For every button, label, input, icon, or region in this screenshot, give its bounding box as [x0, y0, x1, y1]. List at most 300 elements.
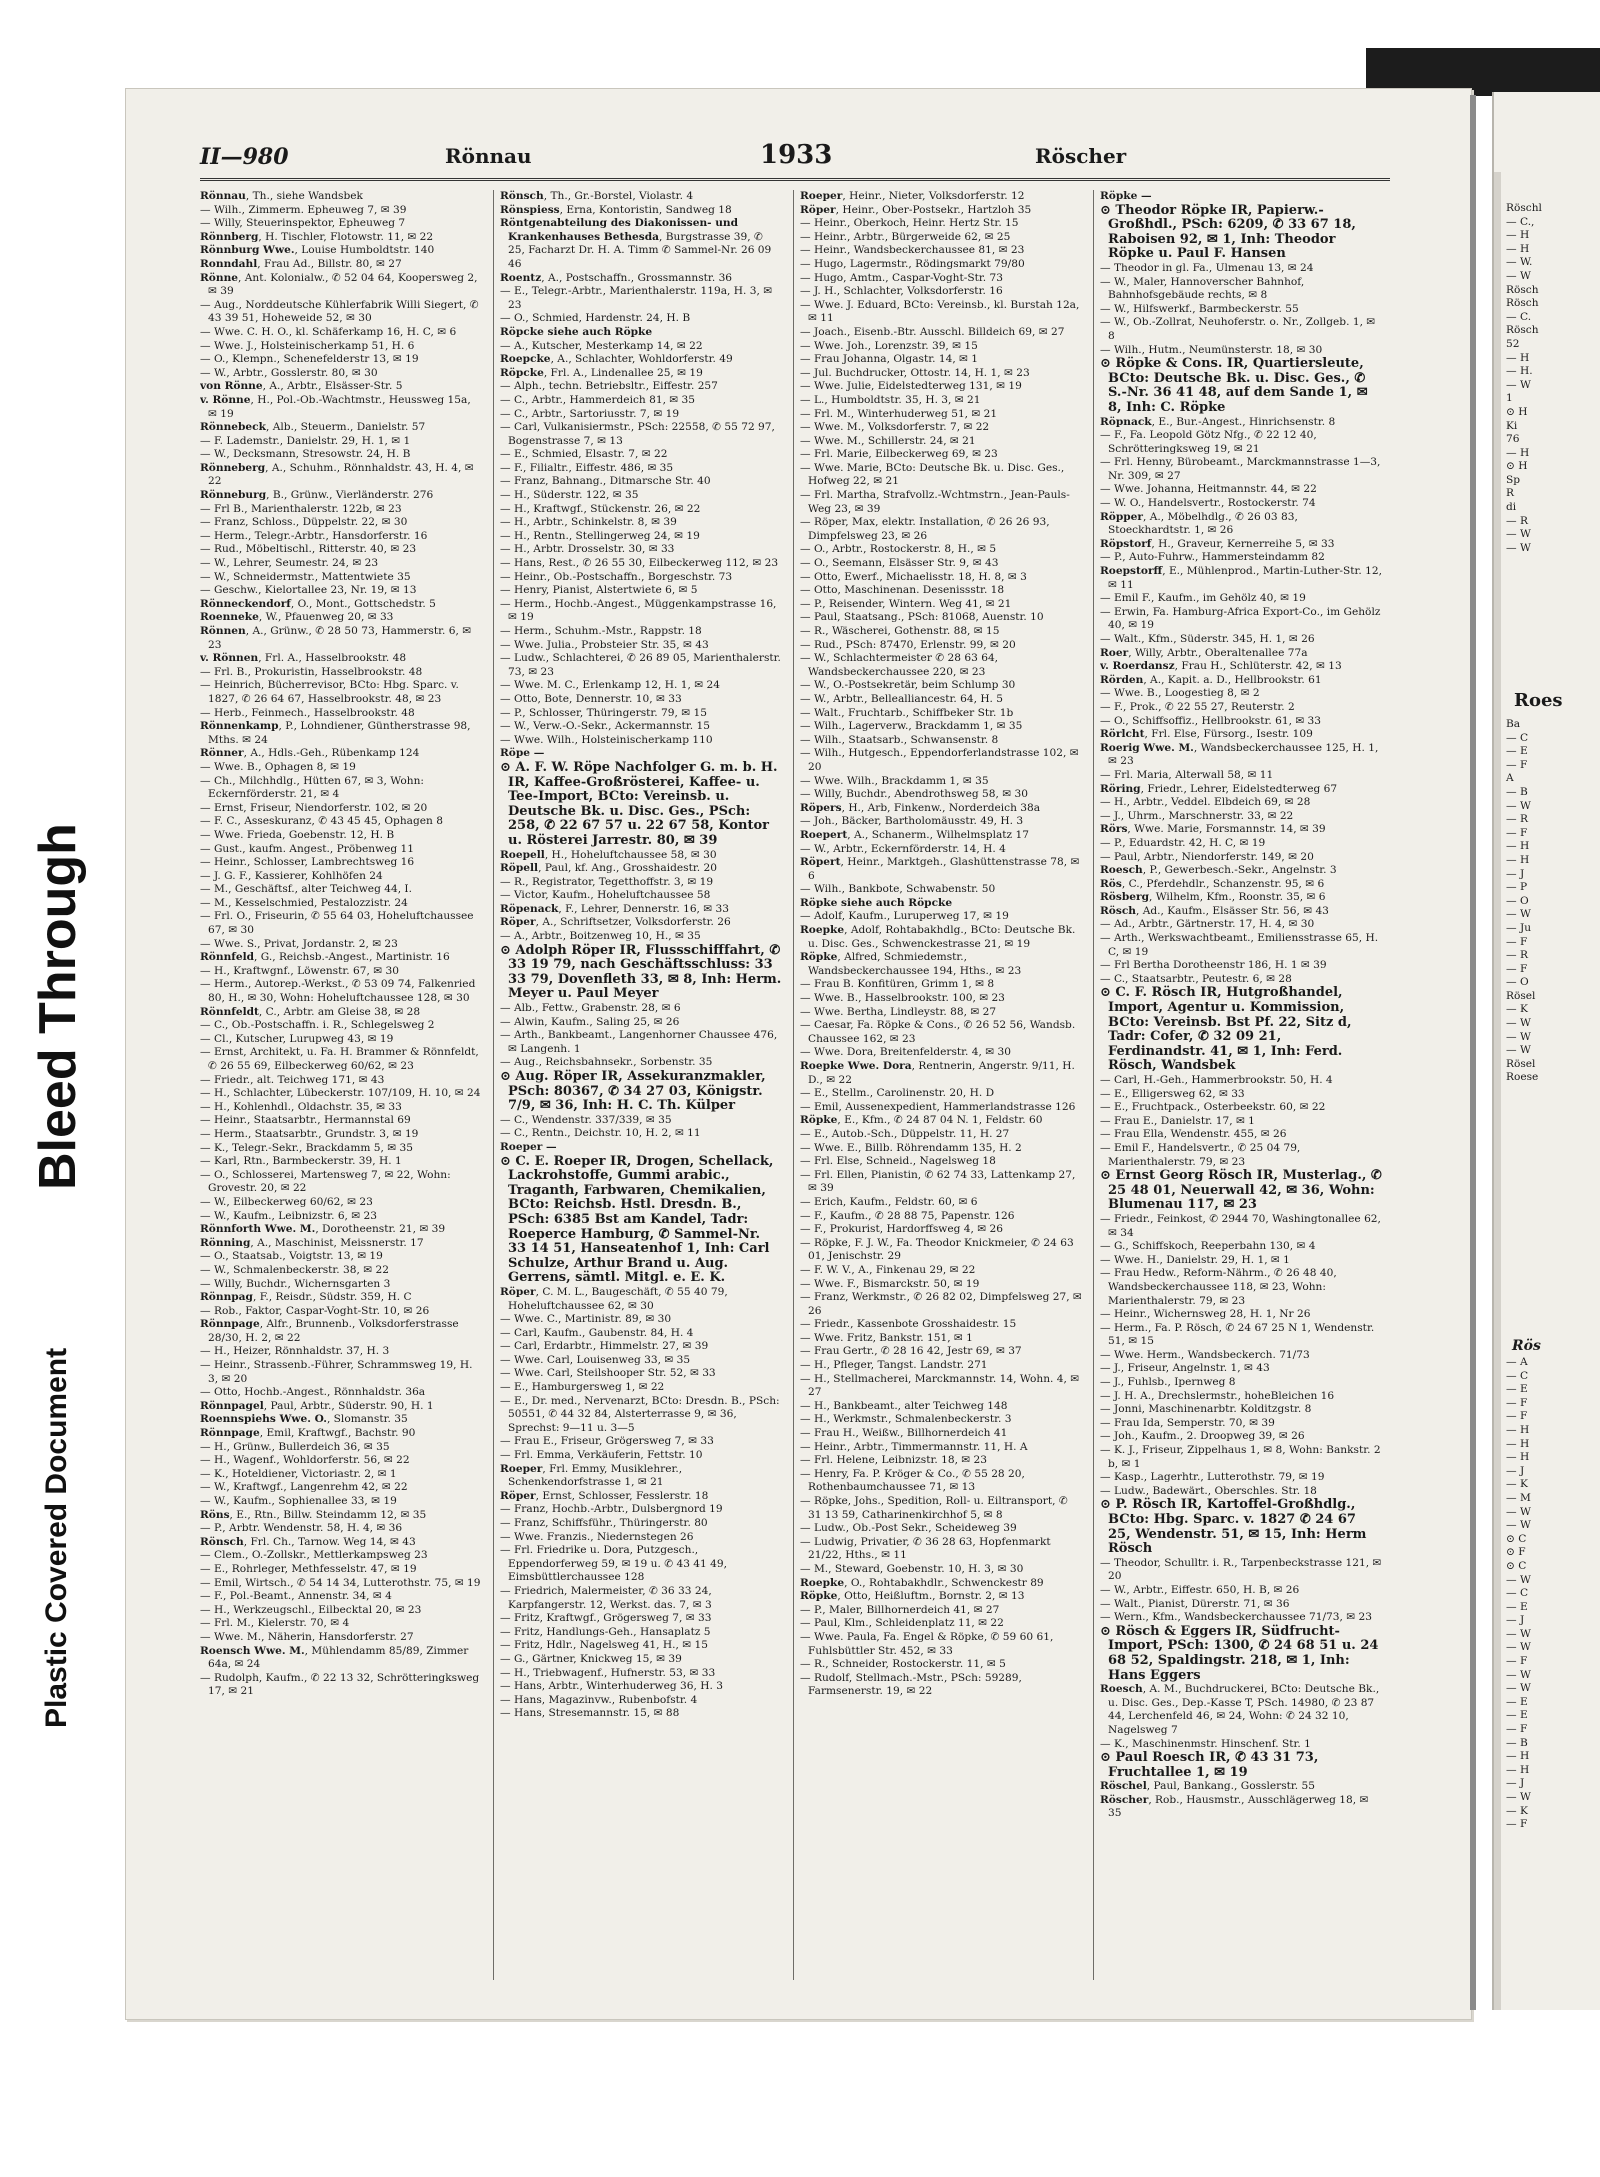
directory-entry: — Arth., Werkswachtbeamt., Emiliensstrasse 65, H. C, ✉ 19	[1100, 932, 1379, 958]
next-page-line: Sp	[1506, 473, 1521, 486]
directory-entry: — H., Werkmstr., Schmalenbeckerstr. 3	[800, 1413, 1012, 1426]
directory-entry: Roepell, H., Hoheluftchaussee 58, ✉ 30	[500, 848, 717, 861]
directory-entry: — W., Lehrer, Seumestr. 24, ✉ 23	[200, 557, 379, 570]
directory-entry: — J., Friseur, Angelnstr. 1, ✉ 43	[1100, 1362, 1270, 1375]
directory-entry: — E., Hamburgersweg 1, ✉ 22	[500, 1381, 665, 1394]
directory-entry: Röpers, H., Arb, Finkenw., Norderdeich 38a	[800, 801, 1041, 814]
directory-entry: — Victor, Kaufm., Hoheluftchaussee 58	[500, 889, 711, 902]
directory-entry: Roeper, Heinr., Nieter, Volksdorferstr. 12	[800, 190, 1025, 202]
directory-entry: — Frl. Martha, Strafvollz.-Wchtmstrn., Jean-Pauls-Weg 23, ✉ 39	[800, 489, 1070, 515]
directory-entry: — O., Schlosserei, Martensweg 7, ✉ 22, Wohn: Grovestr. 20, ✉ 22	[200, 1168, 451, 1195]
directory-entry: — Karl, Rtn., Barmbeckerstr. 39, H. 1	[200, 1155, 402, 1168]
directory-entry: — Jul. Buchdrucker, Ottostr. 14, H. 1, ✉ 23	[800, 366, 1030, 379]
page-number: II—980	[200, 144, 289, 170]
directory-entry: Ronndahl, Frau Ad., Billstr. 80, ✉ 27	[200, 257, 402, 270]
directory-entry: — H., Süderstr. 122, ✉ 35	[500, 489, 639, 502]
page-header	[200, 140, 1390, 181]
directory-entry: Roepstorff, E., Mühlenprod., Martin-Luther-Str. 12, ✉ 11	[1100, 565, 1382, 591]
directory-entry: Röpert, Heinr., Marktgeh., Glashüttenstrasse 78, ✉ 6	[800, 856, 1080, 882]
directory-entry: Roerig Wwe. M., Wandsbeckerchaussee 125, H. 1, ✉ 23	[1100, 741, 1379, 768]
directory-entry: — Heinrich, Bücherrevisor, BCto: Hbg. Sparc. v. 1827, ✆ 26 64 67, Hasselbrookstr. 48, ✉ 23	[200, 679, 459, 705]
directory-entry: — Wwe. M. C., Erlenkamp 12, H. 1, ✉ 24	[500, 679, 720, 692]
directory-columns	[200, 190, 1390, 1980]
directory-entry: — Wwe. Julia., Probsteier Str. 35, ✉ 43	[500, 638, 709, 651]
next-page-line: — W	[1506, 1573, 1531, 1586]
directory-entry: — Frl. M., Winterhuderweg 51, ✉ 21	[800, 407, 998, 420]
directory-entry: — W., Maler, Hannoverscher Bahnhof, Bahnhofsgebäude rechts, ✉ 8	[1100, 275, 1305, 302]
directory-entry: — H., Schlachter, Lübeckerstr. 107/109, H. 10, ✉ 24	[200, 1087, 481, 1100]
directory-entry: — O., Schmied, Hardenstr. 24, H. B	[500, 312, 691, 325]
directory-entry: — Clem., O.-Zollskr., Mettlerkampsweg 23	[200, 1549, 428, 1562]
directory-entry: — H., Arbtr. Drosselstr. 30, ✉ 33	[500, 543, 675, 556]
directory-entry: — Theodor in gl. Fa., Ulmenau 13, ✉ 24	[1100, 261, 1314, 274]
directory-entry: — F. Lademstr., Danielstr. 29, H. 1, ✉ 1	[200, 434, 411, 447]
next-page-line: 52	[1506, 337, 1520, 350]
next-page-line: — E	[1506, 1600, 1528, 1613]
next-page-line: — W	[1506, 269, 1531, 282]
directory-entry: — H., Triebwagenf., Hufnerstr. 53, ✉ 33	[500, 1666, 716, 1679]
next-page-mid-lines	[1502, 718, 1600, 1085]
directory-entry: — R., Registrator, Tegetthoffstr. 3, ✉ 19	[500, 875, 714, 888]
next-page-line: Rösch	[1506, 283, 1539, 296]
directory-entry: Rörs, Wwe. Marie, Forsmannstr. 14, ✉ 39	[1100, 823, 1326, 836]
next-page-section-head: Roes	[1514, 690, 1563, 711]
directory-entry: — Wwe. Wilh., Brackdamm 1, ✉ 35	[800, 774, 989, 787]
directory-entry: — Willy, Buchdr., Wichernsgarten 3	[200, 1277, 391, 1290]
directory-entry: — Aug., Reichsbahnsekr., Sorbenstr. 35	[500, 1056, 713, 1069]
header-last-entry: Röscher	[1035, 144, 1127, 168]
directory-entry: — Herm., Autorep.-Werkst., ✆ 53 09 74, Falkenried 80, H., ✉ 30, Wohn: Hoheluftchaussee 128, ✉ 30	[200, 978, 476, 1005]
directory-entry: — Frau H., Weißw., Billhornerdeich 41	[800, 1427, 1008, 1440]
directory-entry: — Frau E., Danielstr. 17, ✉ 1	[1100, 1114, 1255, 1127]
directory-entry: — Heinr., Schlosser, Lambrechtsweg 16	[200, 856, 415, 869]
directory-entry: Rönnforth Wwe. M., Dorotheenstr. 21, ✉ 39	[200, 1223, 446, 1236]
directory-entry: — W., Kraftwgf., Langenrehm 42, ✉ 22	[200, 1481, 408, 1494]
column-4	[1100, 190, 1382, 1980]
directory-entry: — Emil F., Handelsvertr., ✆ 25 04 79, Marienthalerstr. 79, ✉ 23	[1100, 1141, 1301, 1168]
directory-entry: — Wwe. H., Danielstr. 29, H. 1, ✉ 1	[1100, 1253, 1290, 1266]
directory-entry: — P., Eduardstr. 42, H. C, ✉ 19	[1100, 836, 1266, 849]
directory-entry: — F., Pol.-Beamt., Annenstr. 34, ✉ 4	[200, 1590, 392, 1603]
directory-entry: — Caesar, Fa. Röpke & Cons., ✆ 26 52 56, Wandsb. Chaussee 162, ✉ 23	[800, 1019, 1076, 1045]
directory-entry: — Frl. Helene, Leibnizstr. 18, ✉ 23	[800, 1454, 988, 1467]
next-page-line: — F	[1506, 1818, 1528, 1831]
directory-entry: — Franz, Bahnang., Ditmarsche Str. 40	[500, 475, 711, 488]
directory-entry: — K., Maschinenmstr. Hinschenf. Str. 1	[1100, 1737, 1311, 1750]
directory-entry: — Frl. B., Prokuristin, Hasselbrookstr. 48	[200, 665, 423, 678]
directory-entry: Rönnenkamp, P., Lohndiener, Güntherstrasse 98, Mths. ✉ 24	[200, 720, 471, 746]
directory-entry: — Wwe. E., Billb. Röhrendamm 135, H. 2	[800, 1141, 1022, 1154]
directory-entry: — Fritz, Hdlr., Nagelsweg 41, H., ✉ 15	[500, 1639, 708, 1652]
directory-entry: — Jonni, Maschinenarbtr. Kolditzgstr. 8	[1100, 1403, 1312, 1416]
next-page-line: — R	[1506, 949, 1528, 962]
header-first-entry: Rönnau	[445, 144, 532, 168]
next-page-line: — Ju	[1506, 921, 1532, 934]
next-page-line: — W	[1506, 799, 1531, 812]
directory-entry: Röpe —	[500, 747, 545, 760]
directory-entry: Roesch, A. M., Buchdruckerei, BCto: Deutsche Bk., u. Disc. Ges., Dep.-Kasse T, PSch. 14980, ✆ 23 87 44, Lerchenfeld 46, ✉ 24, Wohn: ✆ 24 32 10, Nagelsweg 7	[1100, 1683, 1380, 1736]
directory-entry: — Fritz, Handlungs-Geh., Hansaplatz 5	[500, 1625, 711, 1638]
directory-entry: — Alwin, Kaufm., Saling 25, ✉ 26	[500, 1015, 680, 1028]
next-page-line: — J	[1506, 1464, 1525, 1477]
directory-entry: Roepke Wwe. Dora, Rentnerin, Angerstr. 9/11, H. D., ✉ 22	[800, 1060, 1075, 1086]
directory-entry: — G., Schiffskoch, Reeperbahn 130, ✉ 4	[1100, 1240, 1316, 1253]
column-divider	[793, 190, 794, 1980]
directory-entry: Röpstorf, H., Graveur, Kernerreihe 5, ✉ 33	[1100, 537, 1335, 550]
directory-entry: — Hans, Rest., ✆ 26 55 30, Eilbeckerweg 112, ✉ 23	[500, 557, 779, 570]
directory-entry: Rörden, A., Kapit. a. D., Hellbrookstr. 61	[1100, 673, 1322, 686]
directory-entry: — Willy, Steuerinspektor, Epheuweg 7	[200, 217, 406, 230]
directory-entry: Rönnpage, Emil, Kraftwgf., Bachstr. 90	[200, 1427, 416, 1440]
next-page-line: — W	[1506, 1791, 1531, 1803]
directory-entry: — Wwe. B., Ophagen 8, ✉ 19	[200, 760, 356, 773]
directory-entry: — H., Kraftwgnf., Löwenstr. 67, ✉ 30	[200, 964, 399, 977]
directory-entry: — O., Arbtr., Rostockerstr. 8, H., ✉ 5	[800, 543, 997, 556]
directory-entry: — Friedrich, Malermeister, ✆ 36 33 24, Karpfangerstr. 12, Werkst. das. 7, ✉ 3	[500, 1584, 712, 1611]
next-page-line: — C.,	[1506, 215, 1535, 228]
directory-entry: Röpke, Alfred, Schmiedemstr., Wandsbeckerchaussee 194, Hths., ✉ 23	[800, 951, 1022, 977]
next-page-line: — W	[1506, 1519, 1531, 1532]
next-page-line: — H	[1506, 446, 1530, 459]
next-page-line: — K	[1506, 1003, 1528, 1016]
next-page-line: — W	[1506, 541, 1531, 554]
directory-entry: Röper, A., Schriftsetzer, Volksdorferstr. 26	[500, 916, 731, 929]
directory-entry: — K., Hoteldiener, Victoriastr. 2, ✉ 1	[200, 1467, 397, 1480]
next-page-line: Ba	[1506, 718, 1521, 730]
directory-entry: — Wwe. M., Volksdorferstr. 7, ✉ 22	[800, 421, 990, 434]
next-page-line: — W	[1506, 1030, 1531, 1043]
directory-entry: — Walt., Kfm., Süderstr. 345, H. 1, ✉ 26	[1100, 633, 1315, 645]
directory-entry: — F. C., Asseskuranz, ✆ 43 45 45, Ophagen 8	[200, 815, 443, 828]
next-page-line: — O	[1506, 976, 1529, 989]
column-divider	[493, 190, 494, 1980]
next-page-top-lines	[1502, 202, 1600, 555]
directory-entry: — Röper, Max, elektr. Installation, ✆ 26 26 93, Dimpfelsweg 23, ✉ 26	[800, 516, 1050, 542]
directory-entry: — Alb., Fettw., Grabenstr. 28, ✉ 6	[500, 1002, 681, 1015]
directory-entry: — Wwe. C. H. O., kl. Schäferkamp 16, H. C, ✉ 6	[200, 325, 457, 338]
directory-entry: — Heinr., Oberkoch, Heinr. Hertz Str. 15	[800, 217, 1019, 230]
directory-entry: — H., Wagenf., Wohldorferstr. 56, ✉ 22	[200, 1454, 410, 1467]
directory-entry: — W., Decksmann, Stresowstr. 24, H. B	[200, 448, 411, 461]
next-page-line: Roese	[1506, 1071, 1539, 1084]
next-page-line: ⊙ C	[1506, 1559, 1527, 1572]
directory-entry: — H., Werkzeugschl., Eilbecktal 20, ✉ 23	[200, 1603, 422, 1616]
directory-entry: — Frau B. Konfitüren, Grimm 1, ✉ 8	[800, 978, 995, 991]
directory-entry: — K. J., Friseur, Zippelhaus 1, ✉ 8, Wohn: Bankstr. 2 b, ✉ 1	[1100, 1444, 1381, 1470]
directory-entry: — H., Rentn., Stellingerweg 24, ✉ 19	[500, 529, 700, 542]
directory-entry: — Herm., Staatsarbtr., Grundstr. 3, ✉ 19	[200, 1127, 419, 1140]
directory-entry: — Wwe. Paula, Fa. Engel & Röpke, ✆ 59 60 61, Fuhlsbüttler Str. 452, ✉ 33	[800, 1630, 1054, 1657]
directory-entry: — F., Fa. Leopold Götz Nfg., ✆ 22 12 40, Schrötteringksweg 19, ✉ 21	[1100, 429, 1317, 455]
directory-entry: — C., Arbtr., Hammerdeich 81, ✉ 35	[500, 393, 696, 406]
directory-entry: — Friedr., Feinkost, ✆ 2944 70, Washingtonallee 62, ✉ 34	[1100, 1212, 1381, 1239]
directory-entry: — Hugo, Lagermstr., Rödingsmarkt 79/80	[800, 257, 1025, 270]
next-page-line: — C	[1506, 731, 1529, 744]
directory-entry: — F., Prok., ✆ 22 55 27, Reuterstr. 2	[1100, 700, 1295, 713]
directory-entry: — Erich, Kaufm., Feldstr. 60, ✉ 6	[800, 1195, 978, 1208]
directory-entry: ⊙ Ernst Georg Rösch IR, Musterlag., ✆ 25 48 01, Neuerwall 42, ✉ 36, Wohn: Blumenau 117, ✉ 23	[1100, 1168, 1382, 1213]
directory-entry: — P., Reisender, Wintern. Weg 41, ✉ 21	[800, 597, 1012, 610]
directory-entry: — Wwe. J. Eduard, BCto: Vereinsb., kl. Burstah 12a, ✉ 11	[800, 298, 1080, 325]
directory-entry: — Ernst, Friseur, Niendorferstr. 102, ✉ 20	[200, 801, 428, 814]
directory-entry: ⊙ C. E. Roeper IR, Drogen, Schellack, Lackrohstoffe, Gummi arabic., Traganth, Farbwaren, Chemikalien, BCto: Reichsb. Hstl. Dresdn. B., PSch: 6385 Bst am Kandel, Tadr: Roeperce Hamburg, ✆ Sammel-Nr. 33 14 51, Hanseatenhof 1, Inh: Carl Schulze, Arthur Brand u. Aug. Gerrens, sämtl. Mitgl. e. E. K.	[500, 1153, 774, 1286]
directory-entry: — Wwe. Fritz, Bankstr. 151, ✉ 1	[800, 1331, 973, 1344]
directory-entry: — C., Staatsarbtr., Peutestr. 6, ✉ 28	[1100, 972, 1292, 985]
directory-entry: — Heinr., Wichernsweg 28, H. 1, Nr 26	[1100, 1308, 1311, 1321]
directory-entry: Röpke, E., Kfm., ✆ 24 87 04 N. 1, Feldstr. 60	[800, 1114, 1043, 1127]
directory-entry: ⊙ Paul Roesch IR, ✆ 43 31 73, Fruchtallee 1, ✉ 19	[1100, 1750, 1319, 1780]
directory-entry: — Henry, Pianist, Alstertwiete 6, ✉ 5	[500, 584, 698, 597]
next-page-line: Ki	[1506, 419, 1518, 432]
directory-entry: — Wwe. B., Loogestieg 8, ✉ 2	[1100, 687, 1260, 700]
directory-entry: — Frl. Emma, Verkäuferin, Fettstr. 10	[500, 1449, 703, 1462]
directory-entry: — Hans, Arbtr., Winterhuderweg 36, H. 3	[500, 1680, 723, 1693]
directory-entry: — Wilh., Hutgesch., Eppendorferlandstrasse 102, ✉ 20	[800, 747, 1079, 773]
directory-entry: — Emil, Aussenexpedient, Hammerlandstrasse 126	[800, 1100, 1076, 1113]
directory-entry: — Wwe. Carl, Steilshooper Str. 52, ✉ 33	[500, 1367, 716, 1380]
directory-entry: — Heinr., Strassenb.-Führer, Schrammsweg 19, H. 3, ✉ 20	[200, 1359, 473, 1385]
directory-entry: — F. W. V., A., Finkenau 29, ✉ 22	[800, 1263, 976, 1276]
directory-entry: — P., Arbtr. Wendenstr. 58, H. 4, ✉ 36	[200, 1522, 403, 1535]
directory-entry: — W., Eilbeckerweg 60/62, ✉ 23	[200, 1195, 373, 1208]
directory-entry: Roensch Wwe. M., Mühlendamm 85/89, Zimmer 64a, ✉ 24	[200, 1644, 469, 1671]
next-page-line: — J	[1506, 1777, 1525, 1790]
directory-entry: — O., Klempn., Schenefelderstr 13, ✉ 19	[200, 353, 419, 366]
directory-entry: — F., Prokurist, Hardorffsweg 4, ✉ 26	[800, 1223, 1003, 1236]
column-3	[800, 190, 1082, 1980]
next-page-line: — C	[1506, 1587, 1529, 1600]
directory-entry: Röpke, Otto, Heißluftm., Bornstr. 2, ✉ 13	[800, 1590, 1025, 1603]
directory-entry: — Frl B., Marienthalerstr. 122b, ✉ 23	[200, 502, 402, 515]
directory-entry: Röschel, Paul, Bankang., Gosslerstr. 55	[1100, 1780, 1316, 1793]
directory-entry: — W., Verw.-O.-Sekr., Ackermannstr. 15	[500, 720, 710, 733]
next-page-line: — W	[1506, 378, 1531, 391]
directory-entry: — Gust., kaufm. Angest., Pröbenweg 11	[200, 842, 415, 855]
next-page-line: — H	[1506, 242, 1530, 255]
directory-entry: — Rud., PSch: 87470, Erlenstr. 99, ✉ 20	[800, 638, 1016, 651]
next-page-fragment	[1492, 92, 1600, 2010]
directory-entry: — P., Maler, Billhornerdeich 41, ✉ 27	[800, 1603, 1000, 1616]
directory-entry: — Herm., Hochb.-Angest., Müggenkampstrasse 16, ✉ 19	[500, 597, 777, 624]
directory-entry: — H., Arbtr., Veddel. Elbdeich 69, ✉ 28	[1100, 796, 1311, 809]
directory-entry: — Wwe. M., Schillerstr. 24, ✉ 21	[800, 434, 976, 447]
next-page-line: ⊙ C	[1506, 1532, 1527, 1545]
directory-entry: — Frl. Maria, Alterwall 58, ✉ 11	[1100, 768, 1274, 781]
plastic-covered-label: Plastic Covered Document	[40, 1347, 73, 1728]
directory-entry: — Franz, Hochb.-Arbtr., Dulsbergnord 19	[500, 1503, 723, 1516]
next-page-line: Rösel	[1506, 989, 1536, 1002]
directory-entry: — Adolf, Kaufm., Luruperweg 17, ✉ 19	[800, 910, 1009, 923]
directory-entry: — Carl, Kaufm., Gaubenstr. 84, H. 4	[500, 1326, 694, 1339]
directory-entry: — Frl. Ellen, Pianistin, ✆ 62 74 33, Lattenkamp 27, ✉ 39	[800, 1168, 1076, 1195]
directory-entry: — Franz, Schloss., Düppelstr. 22, ✉ 30	[200, 516, 408, 529]
directory-entry: — Joach., Eisenb.-Btr. Ausschl. Billdeich 69, ✉ 27	[800, 325, 1065, 338]
directory-entry: — Wwe. Carl, Louisenweg 33, ✉ 35	[500, 1353, 691, 1366]
directory-entry: Rösberg, Wilhelm, Kfm., Roonstr. 35, ✉ 6	[1100, 891, 1326, 904]
next-page-line: — C	[1506, 1369, 1529, 1382]
directory-entry: — Wilh., Hutm., Neumünsterstr. 18, ✉ 30	[1100, 343, 1323, 356]
directory-entry: — Erwin, Fa. Hamburg-Africa Export-Co., im Gehölz 40, ✉ 19	[1100, 605, 1381, 632]
directory-entry: — F., Filialtr., Eiffestr. 486, ✉ 35	[500, 461, 674, 474]
directory-entry: — Otto, Hochb.-Angest., Rönnhaldstr. 36a	[200, 1386, 426, 1399]
directory-entry: — Otto, Bote, Dennerstr. 10, ✉ 33	[500, 692, 682, 705]
directory-entry: — Friedr., alt. Teichweg 171, ✉ 43	[200, 1073, 385, 1086]
next-page-line: di	[1506, 501, 1517, 514]
directory-entry: — Wwe. Marie, BCto: Deutsche Bk. u. Disc. Ges., Hofweg 22, ✉ 21	[800, 461, 1065, 488]
next-page-line: — F	[1506, 758, 1528, 771]
directory-entry: — Geschw., Kielortallee 23, Nr. 19, ✉ 13	[200, 584, 417, 597]
directory-entry: — Wilh., Lagerverw., Brackdamm 1, ✉ 35	[800, 720, 1023, 733]
directory-entry: — C., Arbtr., Sartoriusstr. 7, ✉ 19	[500, 407, 680, 420]
directory-entry: Rönneberg, A., Schuhm., Rönnhaldstr. 43, H. 4, ✉ 22	[200, 461, 474, 488]
directory-entry: — Ludw., Schlachterei, ✆ 26 89 05, Marienthalerstr. 73, ✉ 23	[500, 652, 781, 678]
directory-entry: — Ludwig, Privatier, ✆ 36 28 63, Hopfenmarkt 21/22, Hths., ✉ 11	[800, 1535, 1051, 1562]
directory-entry: — W., Hilfswerkf., Barmbeckerstr. 55	[1100, 302, 1299, 315]
directory-entry: — H., Grünw., Bullerdeich 36, ✉ 35	[200, 1440, 390, 1453]
directory-entry: — W., O.-Postsekretär, beim Schlump 30	[800, 679, 1016, 692]
directory-entry: — Otto, Ewerf., Michaelisstr. 18, H. 8, ✉ 3	[800, 570, 1027, 583]
directory-entry: Rönnpagel, Paul, Arbtr., Süderstr. 90, H. 1	[200, 1399, 434, 1412]
directory-entry: — Frau Gertr., ✆ 28 16 42, Jestr 69, ✉ 37	[800, 1345, 1022, 1358]
directory-entry: — Wwe. Dora, Breitenfelderstr. 4, ✉ 30	[800, 1046, 1011, 1059]
directory-entry: — Wilh., Zimmerm. Epheuweg 7, ✉ 39	[200, 203, 407, 216]
directory-entry: — H., Pfleger, Tangst. Landstr. 271	[800, 1359, 988, 1372]
directory-entry: Röper, C. M. L., Baugeschäft, ✆ 55 40 79, Hoheluftchaussee 62, ✉ 30	[500, 1285, 728, 1312]
page-gutter	[1470, 95, 1476, 2010]
next-page-line: — R	[1506, 514, 1528, 527]
next-page-line: — E	[1506, 1695, 1528, 1708]
directory-entry: — C., Rentn., Deichstr. 10, H. 2, ✉ 11	[500, 1127, 701, 1140]
gutter-shadow	[1492, 172, 1501, 2010]
directory-entry: Rösch, Ad., Kaufm., Elsässer Str. 56, ✉ 43	[1100, 904, 1329, 917]
directory-entry: — Heinr., Staatsarbtr., Hermannstal 69	[200, 1114, 411, 1127]
directory-entry: — Friedr., Kassenbote Grosshaidestr. 15	[800, 1318, 1017, 1331]
directory-entry: — Frl Bertha Dorotheenstr 186, H. 1 ✉ 39	[1100, 959, 1327, 972]
directory-entry: — Frau Ida, Semperstr. 70, ✉ 39	[1100, 1416, 1275, 1429]
next-page-line: — W	[1506, 1682, 1531, 1695]
directory-entry: — Rudolf, Stellmach.-Mstr., PSch: 59289, Farmsenerstr. 19, ✉ 22	[800, 1671, 1022, 1698]
directory-entry: — Rud., Möbeltischl., Ritterstr. 40, ✉ 23	[200, 543, 417, 556]
directory-entry: — H., Kohlenhdl., Oldachstr. 35, ✉ 33	[200, 1100, 402, 1113]
directory-entry: — Walt., Fruchtarb., Schiffbeker Str. 1b	[800, 706, 1014, 719]
directory-entry: Rönsch, Frl. Ch., Tarnow. Weg 14, ✉ 43	[200, 1535, 416, 1548]
directory-entry: — Franz, Schiffsführ., Thüringerstr. 80	[500, 1517, 708, 1529]
directory-entry: — Emil F., Kaufm., im Gehölz 40, ✉ 19	[1100, 592, 1306, 605]
next-page-line: — P	[1506, 881, 1528, 894]
directory-entry: — W., Kaufm., Leibnizstr. 6, ✉ 23	[200, 1209, 378, 1222]
directory-entry: — P., Schlosser, Thüringerstr. 79, ✉ 15	[500, 706, 707, 719]
directory-entry: — O., Seemann, Elsässer Str. 9, ✉ 43	[800, 557, 999, 570]
directory-entry: Roepke, Adolf, Rohtabakhdlg., BCto: Deutsche Bk. u. Disc. Ges., Schwenckestrasse 21, ✉ 19	[800, 924, 1076, 950]
directory-entry: Rönspiess, Erna, Kontoristin, Sandweg 18	[500, 203, 732, 216]
next-page-line: — W	[1506, 1641, 1531, 1654]
next-page-line: — W	[1506, 908, 1531, 921]
directory-entry: — Walt., Pianist, Dürerstr. 71, ✉ 36	[1100, 1597, 1290, 1610]
directory-entry: Roenneke, W., Pfauenweg 20, ✉ 33	[200, 611, 394, 624]
directory-entry: — Frau Ella, Wendenstr. 455, ✉ 26	[1100, 1128, 1287, 1141]
directory-entry: — E., Autob.-Sch., Düppelstr. 11, H. 27	[800, 1127, 1010, 1140]
directory-entry: Rös, C., Pferdehdlr., Schanzenstr. 95, ✉ 6	[1100, 877, 1325, 890]
directory-entry: Röpenack, F., Lehrer, Dennerstr. 16, ✉ 33	[500, 902, 730, 915]
directory-entry: — Hans, Magazinvw., Rubenbofstr. 4	[500, 1693, 698, 1706]
directory-entry: Rönsch, Th., Gr.-Borstel, Violastr. 4	[500, 190, 694, 202]
next-page-line: — K	[1506, 1478, 1528, 1491]
directory-entry: Roeper, Frl. Emmy, Musiklehrer., Schenkendorfstrasse 1, ✉ 21	[500, 1462, 683, 1489]
next-page-line: Rösch	[1506, 297, 1539, 310]
next-page-line: — W	[1506, 1044, 1531, 1057]
directory-entry: — Röpke, F. J. W., Fa. Theodor Knickmeier, ✆ 24 63 01, Jenischstr. 29	[800, 1236, 1074, 1263]
directory-entry: — Franz, Werkmstr., ✆ 26 82 02, Dimpfelsweg 27, ✉ 26	[800, 1291, 1082, 1317]
next-page-line: Röschl	[1506, 202, 1542, 214]
directory-entry: — Rudolph, Kaufm., ✆ 22 13 32, Schrötteringksweg 17, ✉ 21	[200, 1671, 480, 1698]
directory-entry: — Frl. Henny, Bürobeamt., Marckmannstrasse 1—3, Nr. 309, ✉ 27	[1100, 456, 1381, 482]
directory-entry: — W. O., Handelsvertr., Rostockerstr. 74	[1100, 497, 1316, 510]
directory-entry: — Ernst, Architekt, u. Fa. H. Brammer & Rönnfeldt, ✆ 26 55 69, Eilbeckerweg 60/62, ✉ 23	[200, 1046, 479, 1072]
directory-entry: — J., Uhrm., Marschnerstr. 33, ✉ 22	[1100, 809, 1294, 822]
directory-entry: — Paul, Arbtr., Niendorferstr. 149, ✉ 20	[1100, 850, 1314, 863]
next-page-line: R	[1506, 487, 1514, 500]
directory-entry: — H., Bankbeamt., alter Teichweg 148	[800, 1399, 1008, 1412]
directory-entry: Roentz, A., Postschaffn., Grossmannstr. 36	[500, 271, 733, 284]
directory-entry: — E., Stellm., Carolinenstr. 20, H. D	[800, 1087, 995, 1100]
directory-entry: — J., Fuhlsb., Ipernweg 8	[1100, 1376, 1236, 1389]
directory-entry: Röpper, A., Möbelhdlg., ✆ 26 03 83, Stoeckhardtstr. 1, ✉ 26	[1100, 510, 1298, 537]
directory-entry: — Rob., Faktor, Caspar-Voght-Str. 10, ✉ 26	[200, 1304, 430, 1317]
directory-entry: — Frl. Marie, Eilbeckerweg 69, ✉ 23	[800, 448, 998, 461]
directory-entry: — E., Telegr.-Arbtr., Marienthalerstr. 119a, H. 3, ✉ 23	[500, 285, 773, 311]
directory-entry: — Wwe. F., Bismarckstr. 50, ✉ 19	[800, 1277, 980, 1290]
directory-entry: — Frl. O., Friseurin, ✆ 55 64 03, Hoheluftchaussee 67, ✉ 30	[200, 910, 474, 937]
directory-entry: — Otto, Maschinenan. Desenissstr. 18	[800, 584, 1005, 597]
directory-entry: — P., Auto-Fuhrw., Hammersteindamm 82	[1100, 551, 1325, 564]
directory-entry: — Wwe. J., Holsteinischerkamp 51, H. 6	[200, 339, 415, 352]
directory-entry: — Wwe. Bertha, Lindleystr. 88, ✉ 27	[800, 1005, 997, 1018]
directory-entry: — J. H. A., Drechslermstr., hoheBleichen 16	[1100, 1389, 1335, 1402]
directory-entry: — Wwe. Herm., Wandsbeckerch. 71/73	[1100, 1348, 1310, 1361]
directory-entry: — Wilh., Bankbote, Schwabenstr. 50	[800, 883, 996, 896]
next-page-line: — W	[1506, 1505, 1531, 1518]
directory-entry: — W., Arbtr., Eckernförderstr. 14, H. 4	[800, 842, 1006, 855]
directory-entry: Roer, Willy, Arbtr., Oberaltenallee 77a	[1100, 646, 1308, 659]
directory-entry: — Carl, H.-Geh., Hammerbrookstr. 50, H. 4	[1100, 1074, 1333, 1086]
next-page-low-lines	[1502, 1356, 1600, 1832]
column-2	[500, 190, 782, 1980]
next-page-line: — E	[1506, 1709, 1528, 1722]
directory-entry: — Heinr., Arbtr., Timmermannstr. 11, H. A	[800, 1440, 1028, 1453]
next-page-line: — W	[1506, 1627, 1531, 1640]
next-page-line: ⊙ H	[1506, 460, 1528, 473]
next-page-line: — B	[1506, 785, 1528, 798]
directory-entry: Rönner, A., Hdls.-Geh., Rübenkamp 124	[200, 747, 420, 760]
directory-entry: Roepcke, A., Schlachter, Wohldorferstr. 49	[500, 353, 733, 366]
directory-entry: — Fritz, Kraftwgf., Grögersweg 7, ✉ 33	[500, 1612, 712, 1625]
next-page-line: — J	[1506, 1614, 1525, 1627]
directory-entry: Rönnen, A., Grünw., ✆ 28 50 73, Hammerstr. 6, ✉ 23	[200, 625, 472, 651]
directory-entry: — Heinr., Arbtr., Bürgerweide 62, ✉ 25	[800, 230, 1011, 243]
next-page-line: — H	[1506, 840, 1530, 853]
directory-entry: — Frl. Else, Schneid., Nagelsweg 18	[800, 1155, 996, 1168]
directory-entry: — Heinr., Ob.-Postschaffn., Borgeschstr. 73	[500, 570, 733, 583]
directory-entry: Röper, Ernst, Schlosser, Fesslerstr. 18	[500, 1489, 709, 1502]
next-page-line: — F	[1506, 1396, 1528, 1409]
directory-entry: — H., Heizer, Rönnhaldstr. 37, H. 3	[200, 1345, 390, 1358]
directory-entry: — Hugo, Amtm., Caspar-Voght-Str. 73	[800, 271, 1003, 284]
directory-entry: — H., Stellmacherei, Marckmannstr. 14, Wohn. 4, ✉ 27	[800, 1372, 1080, 1399]
directory-entry: — A., Kutscher, Mesterkamp 14, ✉ 22	[500, 339, 703, 352]
directory-entry: — Frl. Friedrike u. Dora, Putzgesch., Eppendorferweg 59, ✉ 19 u. ✆ 43 41 49, Eimsbüttlerchaussee 128	[500, 1544, 728, 1584]
next-page-line: Rösch	[1506, 324, 1539, 337]
next-page-line: — H	[1506, 229, 1530, 242]
